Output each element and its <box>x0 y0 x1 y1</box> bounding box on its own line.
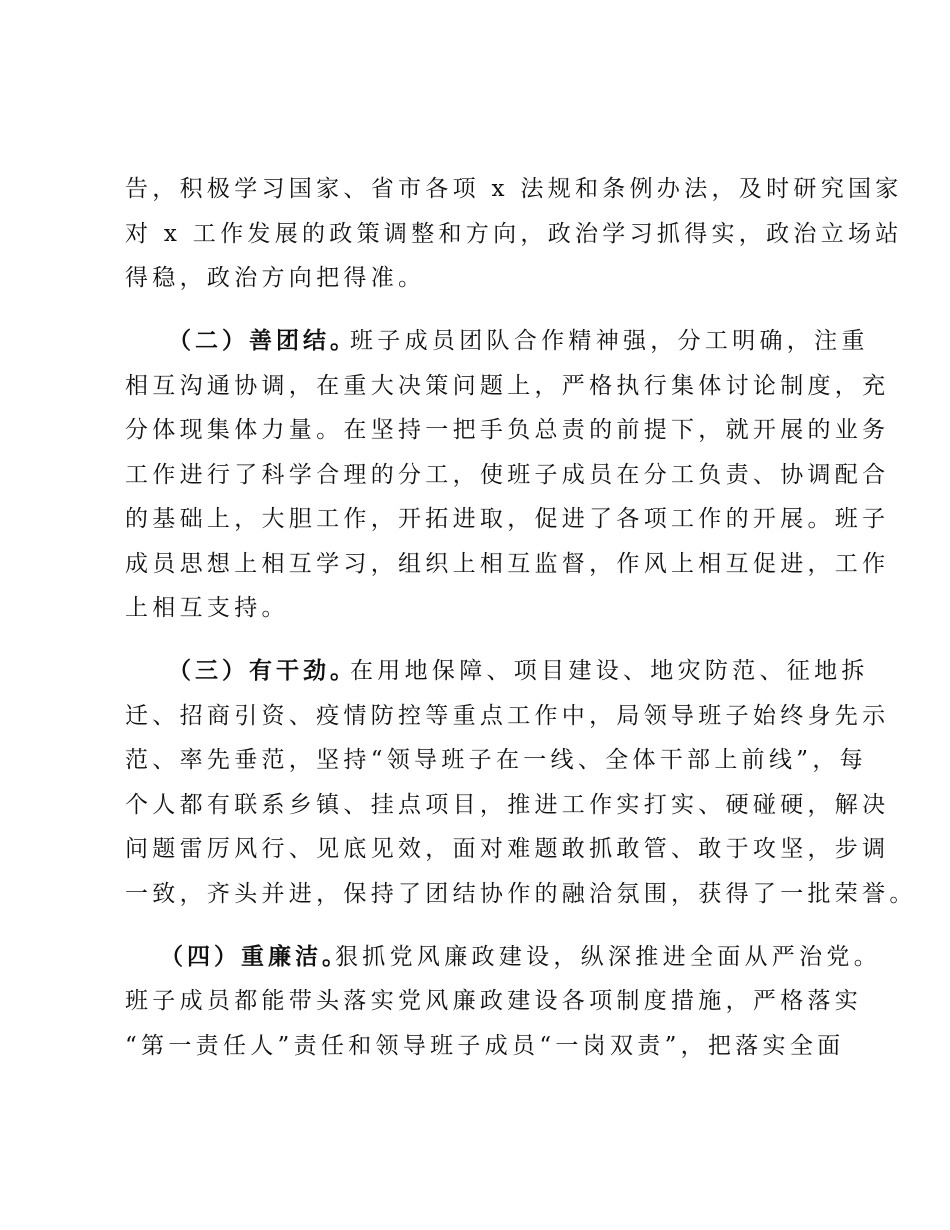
section-heading: （二）善团结。 <box>168 327 357 354</box>
section-heading: （三）有干劲。 <box>168 657 357 684</box>
section-heading: （四）重廉洁。 <box>160 943 349 970</box>
line-text: “第一责任人”责任和领导班子成员“一岗双责”，把落实全面 <box>125 1033 845 1059</box>
paragraph-3-line-4 <box>0 785 950 825</box>
line-text: 成员思想上相互学习，组织上相互监督，作风上相互促进，工作 <box>125 551 890 577</box>
line-text: 得稳，政治方向把得准。 <box>125 265 426 291</box>
line-text: 班子成员都能带头落实党风廉政建设各项制度措施，严格落实 <box>125 988 863 1014</box>
line-text: 个人都有联系乡镇、挂点项目，推进工作实打实、硬碰硬，解决 <box>125 792 890 818</box>
line-text: 分体现集体力量。在坚持一把手负总责的前提下，就开展的业务 <box>125 417 890 443</box>
paragraph-2-line-4 <box>0 455 950 495</box>
paragraph-4-line-3 <box>0 1026 950 1066</box>
paragraph-3-line-2 <box>0 696 950 736</box>
paragraph-1-line-2 <box>0 214 950 254</box>
line-text: 班子成员团队合作精神强，分工明确，注重 <box>350 328 869 354</box>
paragraph-1-line-3 <box>0 258 950 298</box>
paragraph-3-line-5 <box>0 829 950 869</box>
paragraph-4-line-1 <box>0 937 950 977</box>
paragraph-1-line-1 <box>0 169 950 209</box>
paragraph-2-line-7 <box>0 588 950 628</box>
line-text: 相互沟通协调，在重大决策问题上，严格执行集体讨论制度，充 <box>125 373 890 399</box>
paragraph-2-line-3 <box>0 410 950 450</box>
line-text: 问题雷厉风行、见底见效，面对难题敢抓敢管、敢于攻坚，步调 <box>125 836 890 862</box>
paragraph-3-line-6 <box>0 874 950 914</box>
line-text: 迁、招商引资、疫情防控等重点工作中，局领导班子始终身先示 <box>125 703 890 729</box>
paragraph-3-line-1 <box>0 651 950 691</box>
paragraph-2-line-1 <box>0 321 950 361</box>
line-text: 告，积极学习国家、省市各项 x 法规和条例办法，及时研究国家 <box>125 176 903 202</box>
line-text: 狠抓党风廉政建设，纵深推进全面从严治党。 <box>335 944 881 970</box>
line-text: 范、率先垂范，坚持“领导班子在一线、全体干部上前线”，每 <box>125 747 867 773</box>
paragraph-4-line-2 <box>0 981 950 1021</box>
line-text: 上相互支持。 <box>125 595 289 621</box>
paragraph-3-line-3 <box>0 740 950 780</box>
paragraph-2-line-5 <box>0 499 950 539</box>
line-text: 的基础上，大胆工作，开拓进取，促进了各项工作的开展。班子 <box>125 506 890 532</box>
line-text: 一致，齐头并进，保持了团结协作的融洽氛围，获得了一批荣誉。 <box>125 881 917 907</box>
paragraph-2-line-2 <box>0 366 950 406</box>
paragraph-2-line-6 <box>0 544 950 584</box>
line-text: 对 x 工作发展的政策调整和方向，政治学习抓得实，政治立场站 <box>125 221 903 247</box>
line-text: 工作进行了科学合理的分工，使班子成员在分工负责、协调配合 <box>125 462 890 488</box>
line-text: 在用地保障、项目建设、地灾防范、征地拆 <box>350 658 869 684</box>
